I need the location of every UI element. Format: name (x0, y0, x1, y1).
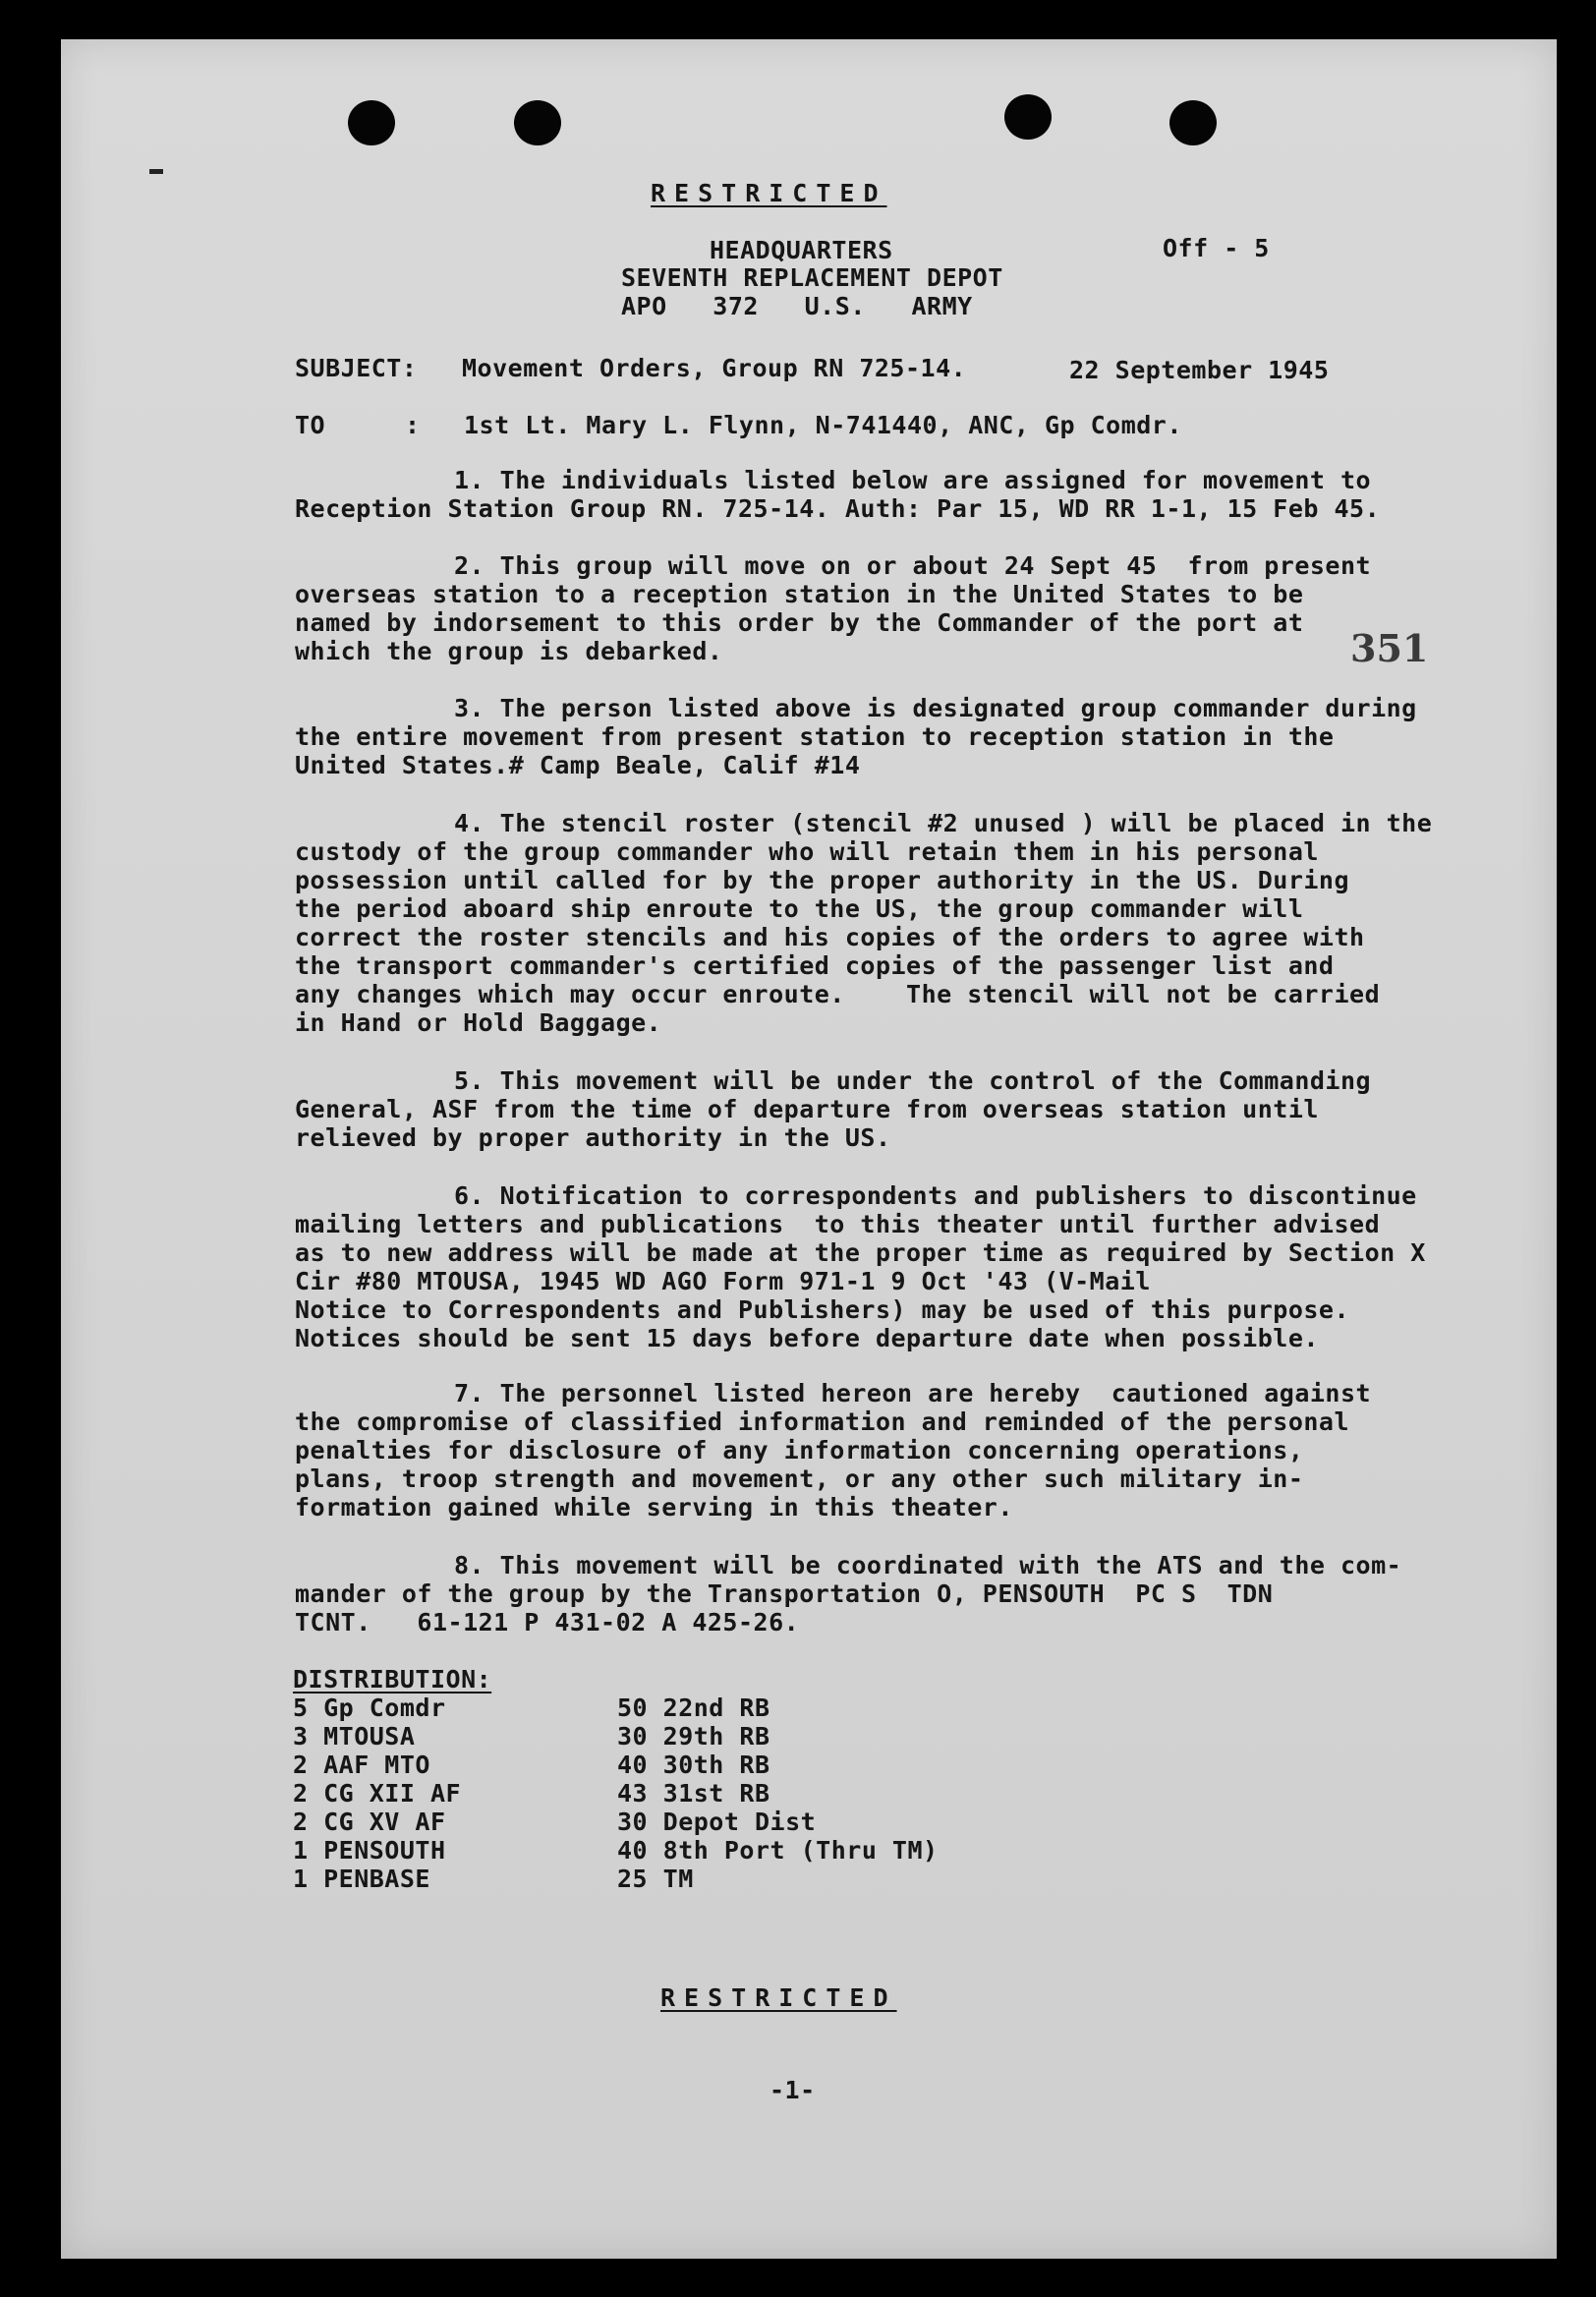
paragraph-line: Cir #80 MTOUSA, 1945 WD AGO Form 971-1 9 Oct '43 (V-Mail (295, 1267, 1151, 1295)
org-line-3: APO 372 U.S. ARMY (621, 292, 973, 320)
paragraph-line: which the group is debarked. (295, 637, 723, 665)
paragraph-line: United States.# Camp Beale, Calif #14 (295, 751, 861, 779)
paragraph-line: custody of the group commander who will retain them in his personal (295, 837, 1319, 866)
paragraph-line: General, ASF from the time of departure from overseas station until (295, 1095, 1319, 1123)
to-label: TO (295, 411, 326, 439)
paragraph-line: relieved by proper authority in the US. (295, 1123, 891, 1152)
distribution-left-item: 2 CG XII AF (293, 1779, 462, 1808)
distribution-right-item: 40 30th RB (617, 1751, 770, 1779)
distribution-right-item: 30 29th RB (617, 1722, 770, 1751)
distribution-left-item: 5 Gp Comdr (293, 1694, 446, 1722)
punch-hole (348, 100, 395, 145)
distribution-right-item: 30 Depot Dist (617, 1808, 817, 1836)
classification-bottom: RESTRICTED (660, 1983, 897, 2012)
paragraph-line: 3. The person listed above is designated group commander during (454, 694, 1417, 722)
document-date: 22 September 1945 (1069, 356, 1330, 384)
margin-stamp-number: 351 (1350, 626, 1429, 670)
paragraph-line: possession until called for by the proper authority in the US. During (295, 866, 1350, 894)
smudge-mark (149, 169, 163, 174)
to-colon: : (405, 411, 421, 439)
paragraph-line: correct the roster stencils and his copies of the orders to agree with (295, 923, 1365, 951)
distribution-right-item: 40 8th Port (Thru TM) (617, 1836, 939, 1865)
paragraph-line: 1. The individuals listed below are assigned for movement to (454, 466, 1372, 494)
distribution-right-item: 50 22nd RB (617, 1694, 770, 1722)
org-line-2: SEVENTH REPLACEMENT DEPOT (621, 263, 1003, 292)
paragraph-line: the compromise of classified information and reminded of the personal (295, 1407, 1350, 1436)
subject-text: Movement Orders, Group RN 725-14. (462, 354, 967, 382)
paragraph-line: mailing letters and publications to this theater until further advised (295, 1210, 1381, 1238)
subject-label: SUBJECT: (295, 354, 418, 382)
paragraph-line: 6. Notification to correspondents and publishers to discontinue (454, 1181, 1417, 1210)
paragraph-line: any changes which may occur enroute. The stencil will not be carried (295, 980, 1381, 1008)
page-number: -1- (770, 2076, 816, 2104)
distribution-right-item: 43 31st RB (617, 1779, 770, 1808)
paragraph-line: named by indorsement to this order by the Commander of the port at (295, 608, 1304, 637)
classification-top: RESTRICTED (651, 179, 887, 207)
paragraph-line: plans, troop strength and movement, or any other such military in- (295, 1464, 1304, 1493)
paragraph-line: 7. The personnel listed hereon are hereby cautioned against (454, 1379, 1372, 1407)
distribution-left-item: 1 PENBASE (293, 1865, 430, 1893)
paragraph-line: Notice to Correspondents and Publishers) may be used of this purpose. (295, 1295, 1350, 1324)
paragraph-line: penalties for disclosure of any information concerning operations, (295, 1436, 1304, 1464)
paragraph-line: 4. The stencil roster (stencil #2 unused ) will be placed in the (454, 809, 1433, 837)
paragraph-line: the transport commander's certified copies of the passenger list and (295, 951, 1335, 980)
org-line-1: HEADQUARTERS (710, 236, 893, 264)
paragraph-line: in Hand or Hold Baggage. (295, 1008, 662, 1037)
paragraph-line: 8. This movement will be coordinated with the ATS and the com- (454, 1551, 1402, 1579)
paragraph-line: the entire movement from present station to reception station in the (295, 722, 1335, 751)
distribution-left-item: 3 MTOUSA (293, 1722, 416, 1751)
paragraph-line: mander of the group by the Transportation O, PENSOUTH PC S TDN (295, 1579, 1274, 1608)
paragraph-line: TCNT. 61-121 P 431-02 A 425-26. (295, 1608, 800, 1637)
punch-hole (1004, 94, 1052, 140)
distribution-right-item: 25 TM (617, 1865, 694, 1893)
paragraph-line: the period aboard ship enroute to the US, the group commander will (295, 894, 1304, 923)
punch-hole (514, 100, 561, 145)
paragraph-line: 2. This group will move on or about 24 Sept 45 from present (454, 551, 1372, 580)
distribution-left-item: 2 AAF MTO (293, 1751, 430, 1779)
to-text: 1st Lt. Mary L. Flynn, N-741440, ANC, Gp Comdr. (464, 411, 1182, 439)
paragraph-line: Reception Station Group RN. 725-14. Auth: Par 15, WD RR 1-1, 15 Feb 45. (295, 494, 1381, 523)
distribution-left-item: 1 PENSOUTH (293, 1836, 446, 1865)
file-reference: Off - 5 (1163, 234, 1270, 262)
distribution-title: DISTRIBUTION: (293, 1665, 492, 1694)
paragraph-line: as to new address will be made at the proper time as required by Section X (295, 1238, 1426, 1267)
paragraph-line: formation gained while serving in this theater. (295, 1493, 1013, 1522)
distribution-left-item: 2 CG XV AF (293, 1808, 446, 1836)
paragraph-line: 5. This movement will be under the control of the Commanding (454, 1066, 1372, 1095)
paragraph-line: Notices should be sent 15 days before departure date when possible. (295, 1324, 1319, 1352)
paragraph-line: overseas station to a reception station in the United States to be (295, 580, 1304, 608)
punch-hole (1169, 100, 1217, 145)
